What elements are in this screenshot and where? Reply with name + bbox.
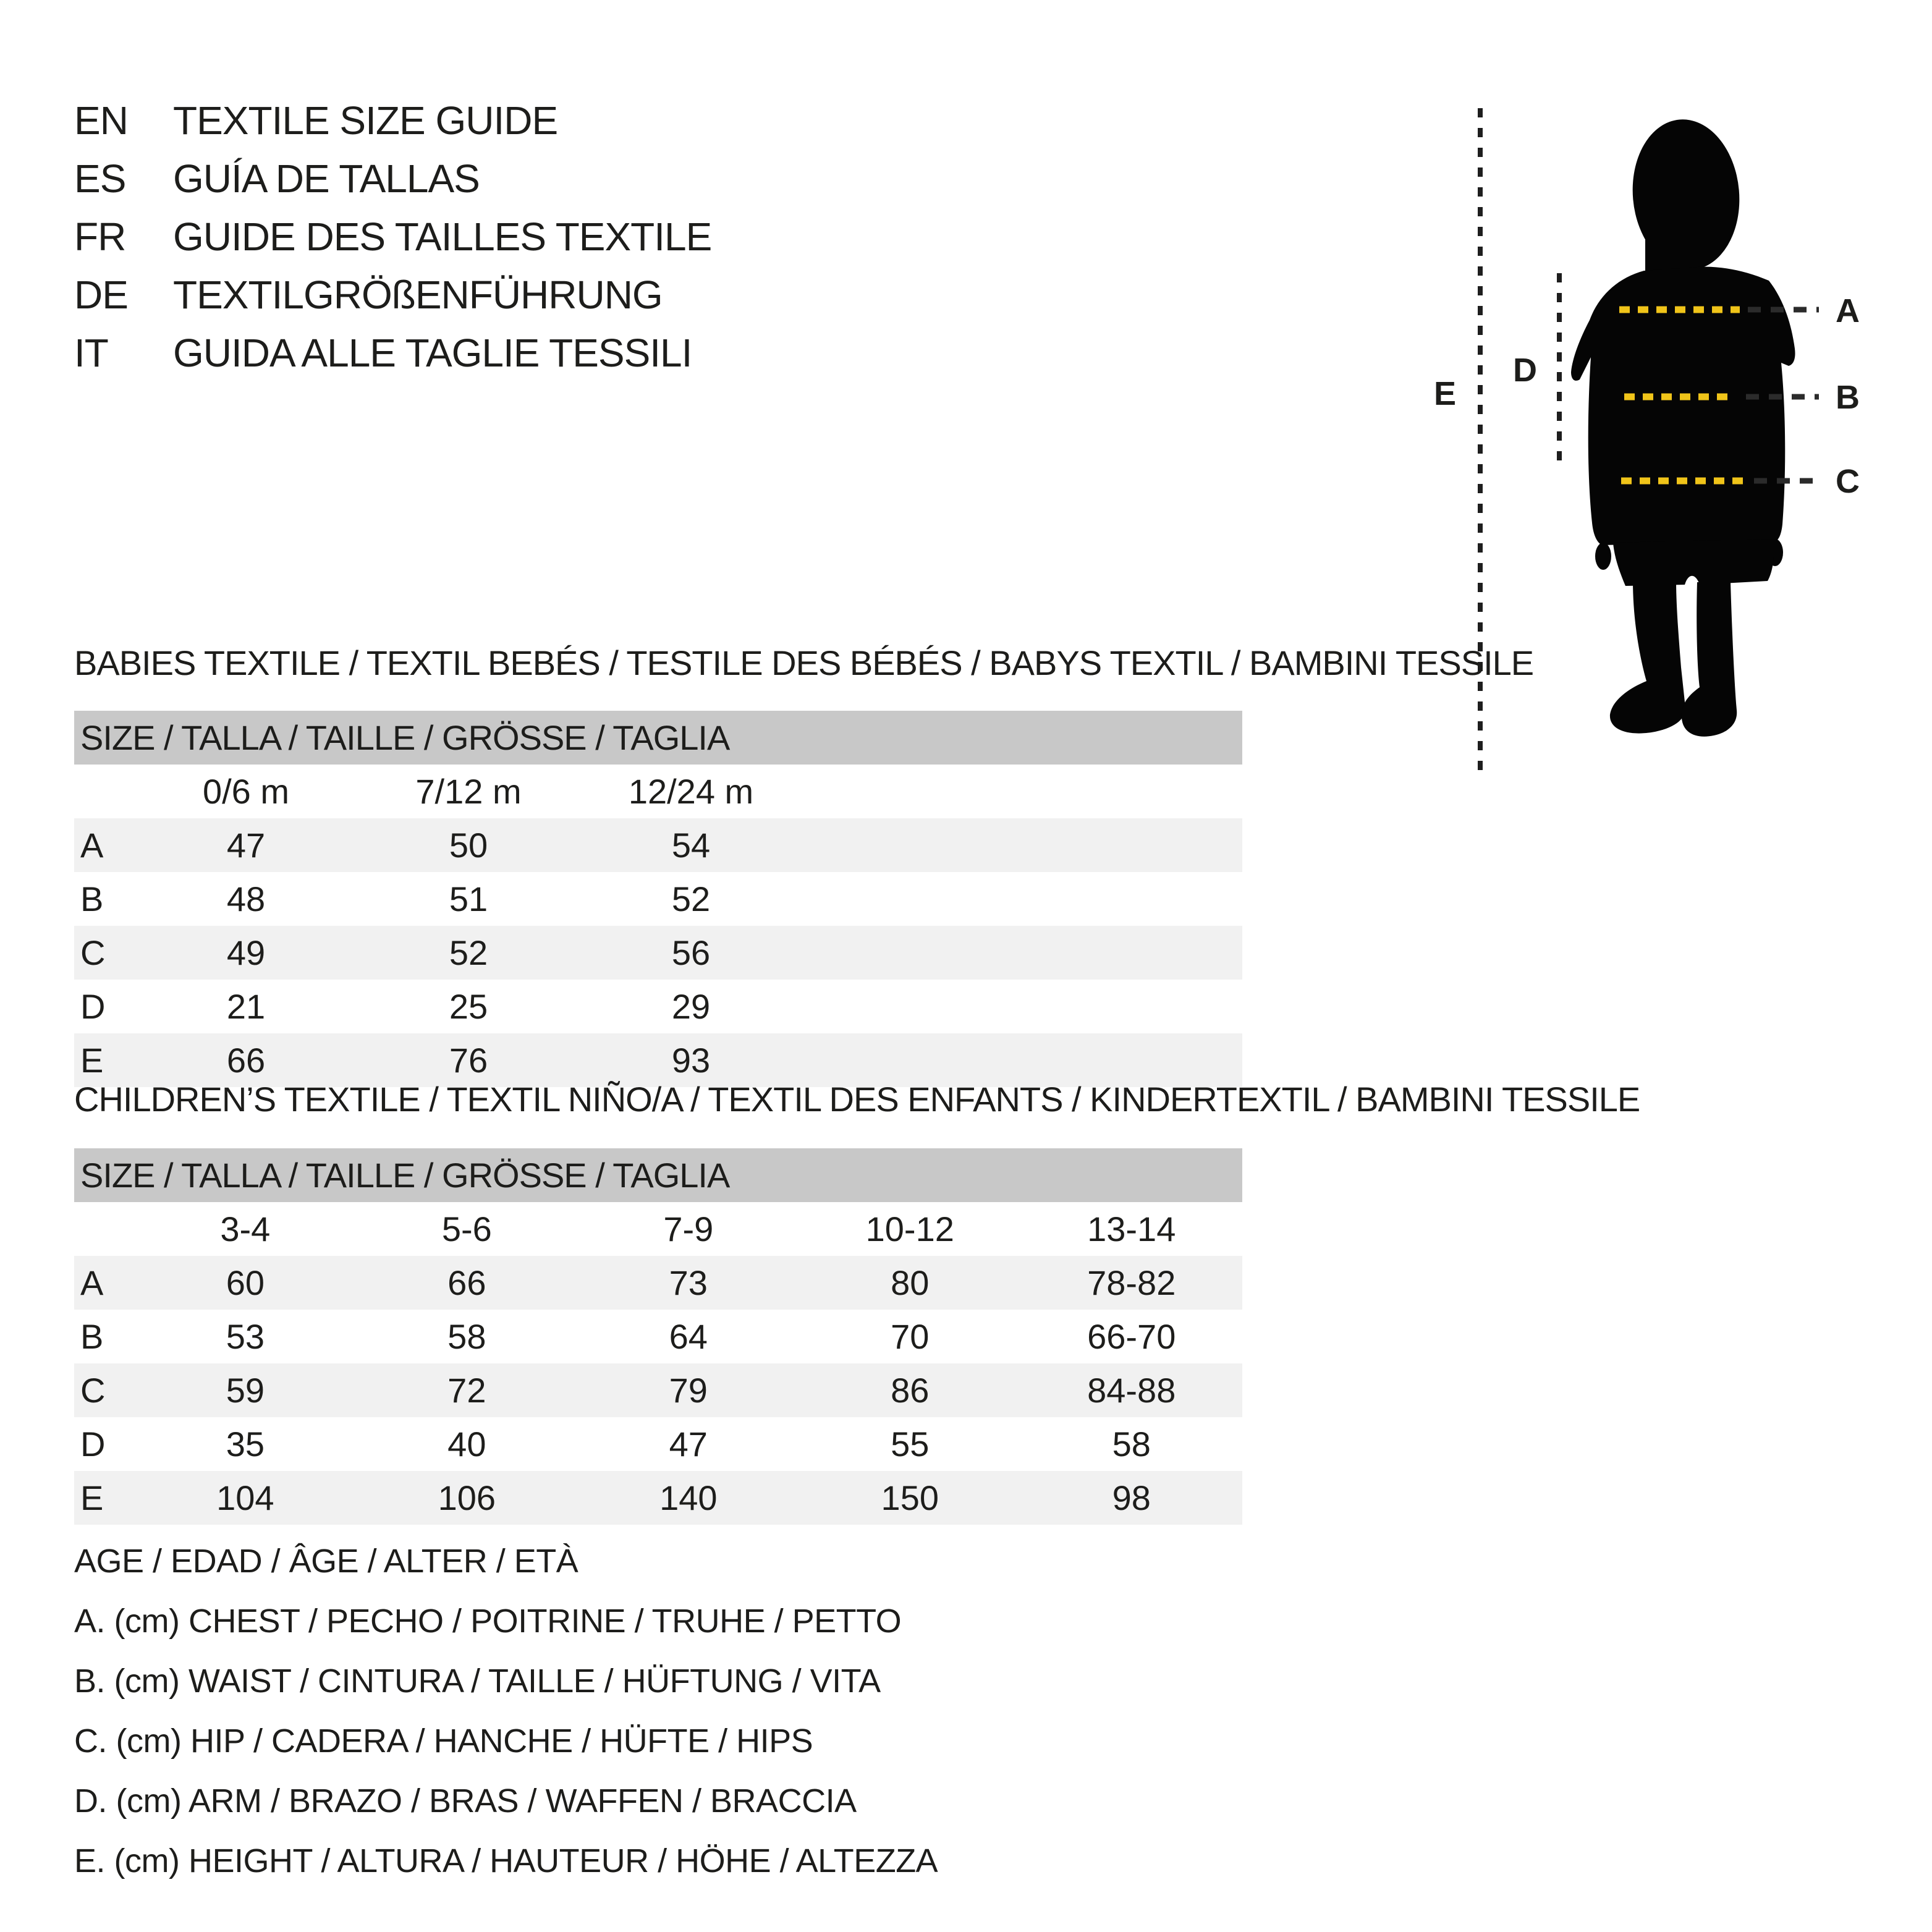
legend-row-chest: A. (cm) CHEST / PECHO / POITRINE / TRUHE / PETTO [74,1603,902,1640]
measurement-figure [1409,87,1932,803]
language-title-list [74,91,711,382]
table-cell: 86 [891,1371,930,1410]
language-row [74,208,711,266]
table-cell: 56 [671,933,711,972]
size-header-band: SIZE / TALLA / TAILLE / GRÖSSE / TAGLIA [74,1148,1242,1202]
language-row [74,324,711,382]
language-row [74,91,711,150]
language-code: DE [74,273,128,317]
column-header: 5-6 [441,1210,492,1248]
table-cell: 106 [438,1478,496,1517]
table-cell: 29 [671,987,711,1026]
children-size-table [74,1148,1242,1525]
silhouette-leg-left [1610,581,1685,734]
table-cell: 59 [226,1371,265,1410]
language-code: EN [74,98,128,143]
table-row [74,1310,1242,1363]
table-cell: 35 [226,1425,265,1464]
table-cell: 58 [447,1317,486,1356]
table-row [74,1363,1242,1417]
table-cell: 49 [226,933,266,972]
column-header: 13-14 [1087,1210,1176,1248]
table-cell: 78-82 [1087,1263,1176,1302]
table-cell: 60 [226,1263,265,1302]
measure-label-a: A [1836,292,1860,329]
row-label: B [80,1317,104,1356]
table-cell: 66 [447,1263,486,1302]
table-cell: 64 [669,1317,708,1356]
corner-cell [74,765,135,818]
table-cell: 104 [216,1478,274,1517]
silhouette-hand-left [1595,543,1611,570]
table-cell: 98 [1112,1478,1151,1517]
row-label: E [80,1478,104,1517]
table-cell: 47 [226,826,266,865]
language-code: FR [74,214,126,259]
table-cell: 54 [671,826,711,865]
legend-row-hip: C. (cm) HIP / CADERA / HANCHE / HÜFTE / HIPS [74,1722,813,1760]
guide-title: GUIDA ALLE TAGLIE TESSILI [173,331,692,375]
column-header: 12/24 m [628,772,754,811]
table-cell: 47 [669,1425,708,1464]
table-cell: 70 [891,1317,930,1356]
table-cell: 84-88 [1087,1371,1176,1410]
legend-row-height: E. (cm) HEIGHT / ALTURA / HAUTEUR / HÖHE / ALTEZZA [74,1842,938,1879]
table-cell: 50 [449,826,488,865]
table-cell: 140 [659,1478,718,1517]
column-header: 0/6 m [202,772,290,811]
children-column-header-row [74,1202,1242,1256]
measure-label-c: C [1836,463,1860,500]
language-row [74,150,711,208]
column-header: 7/12 m [415,772,522,811]
row-label: D [80,987,106,1026]
row-label: A [80,826,104,865]
child-silhouette [1571,115,1795,737]
table-cell: 73 [669,1263,708,1302]
measurement-legend [74,1532,938,1891]
table-cell: 93 [671,1041,711,1080]
table-row [74,980,1242,1033]
measure-label-e: E [1434,375,1457,412]
table-cell: 66-70 [1087,1317,1176,1356]
table-row [74,926,1242,980]
table-cell: 79 [669,1371,708,1410]
table-row [74,1417,1242,1471]
babies-size-table [74,711,1242,1087]
table-cell: 51 [449,879,488,918]
guide-title: GUÍA DE TALLAS [173,156,480,201]
silhouette-shorts [1613,539,1774,586]
table-row [74,872,1242,926]
size-header-band: SIZE / TALLA / TAILLE / GRÖSSE / TAGLIA [74,711,1242,765]
legend-row-arm: D. (cm) ARM / BRAZO / BRAS / WAFFEN / BRACCIA [74,1782,857,1820]
row-label: B [80,879,104,918]
row-label: E [80,1041,104,1080]
corner-cell [74,1202,135,1256]
table-cell: 52 [449,933,488,972]
column-header: 3-4 [220,1210,271,1248]
silhouette-leg-right [1682,582,1737,737]
legend-row-age: AGE / EDAD / ÂGE / ALTER / ETÀ [74,1543,578,1580]
language-row [74,266,711,324]
row-label: D [80,1425,106,1464]
column-header: 10-12 [865,1210,954,1248]
table-cell: 25 [449,987,488,1026]
column-header: 7-9 [663,1210,714,1248]
children-section-title: CHILDREN’S TEXTILE / TEXTIL NIÑO/A / TEXTIL DES ENFANTS / KINDERTEXTIL / BAMBINI TESSILE [74,1080,1640,1119]
table-cell: 40 [447,1425,486,1464]
table-cell: 55 [891,1425,930,1464]
table-cell: 53 [226,1317,265,1356]
table-cell: 58 [1112,1425,1151,1464]
child-silhouette-diagram [1409,87,1932,803]
row-label: C [80,933,106,972]
table-row [74,818,1242,872]
table-cell: 80 [891,1263,930,1302]
table-row [74,1471,1242,1525]
language-code: IT [74,331,108,375]
table-cell: 48 [226,879,266,918]
table-cell: 150 [881,1478,939,1517]
guide-title: TEXTILGRÖßENFÜHRUNG [173,273,663,317]
row-label: C [80,1371,106,1410]
table-cell: 76 [449,1041,488,1080]
legend-row-waist: B. (cm) WAIST / CINTURA / TAILLE / HÜFTUNG / VITA [74,1663,881,1700]
guide-title: TEXTILE SIZE GUIDE [173,98,558,143]
babies-column-header-row [74,765,1242,818]
table-cell: 52 [671,879,711,918]
measure-label-d: D [1513,352,1537,389]
table-row [74,1256,1242,1310]
guide-title: GUIDE DES TAILLES TEXTILE [173,214,712,259]
table-cell: 72 [447,1371,486,1410]
measure-label-b: B [1836,379,1860,416]
table-cell: 66 [226,1041,266,1080]
table-cell: 21 [226,987,266,1026]
row-label: A [80,1263,104,1302]
babies-section-title: BABIES TEXTILE / TEXTIL BEBÉS / TESTILE DES BÉBÉS / BABYS TEXTIL / BAMBINI TESSILE [74,643,1534,682]
language-code: ES [74,156,126,201]
